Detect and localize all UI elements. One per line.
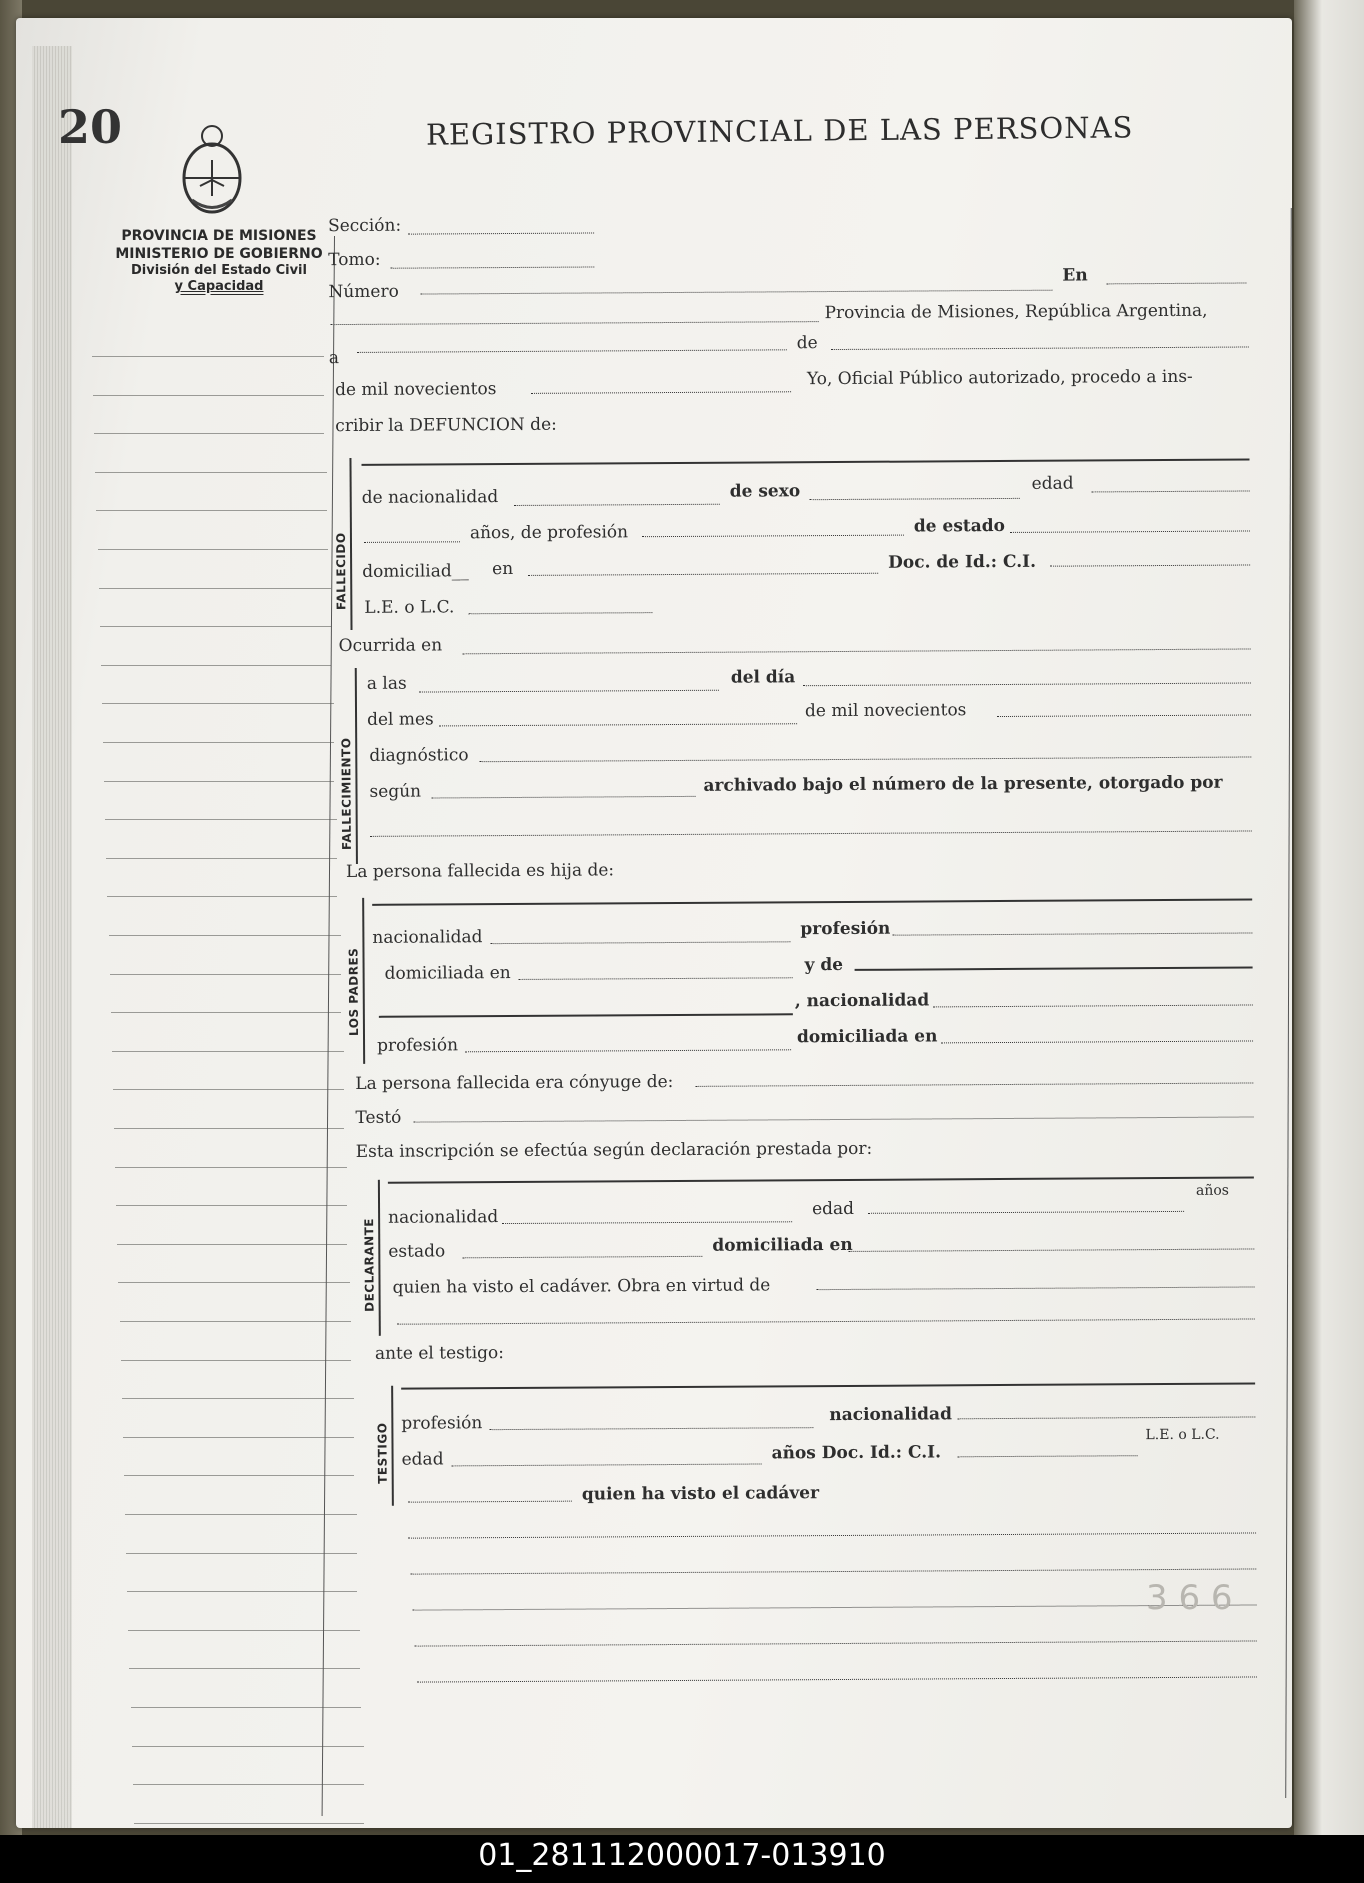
label-tomo: Tomo: [328, 249, 381, 271]
label-profesion-padre: profesión [800, 918, 891, 940]
field-diagnostico[interactable] [479, 756, 1251, 762]
register-page [16, 18, 1292, 1828]
label-y-de: y de [804, 954, 844, 976]
label-nacionalidad-madre: , nacionalidad [794, 990, 930, 1012]
label-seccion: Sección: [327, 215, 402, 237]
label-del-dia: del día [730, 667, 796, 688]
label-archivado: archivado bajo el número de la presente, otorgado por [703, 772, 1223, 796]
field-numero[interactable] [420, 290, 1052, 295]
label-a: a [328, 348, 340, 369]
section-label-testigo: TESTIGO [375, 1422, 390, 1484]
field-nacionalidad-declarante[interactable] [502, 1221, 792, 1224]
field-domicilio-declarante[interactable] [848, 1248, 1254, 1251]
field-anios-fallecido[interactable] [364, 541, 460, 543]
field-testo[interactable] [414, 1116, 1254, 1122]
field-sexo[interactable] [810, 498, 1020, 500]
label-nacionalidad-testigo: nacionalidad [829, 1404, 952, 1426]
field-ocurrida-en[interactable] [463, 648, 1251, 654]
book-edge-right [1294, 0, 1364, 1835]
observation-line[interactable] [413, 1604, 1257, 1610]
label-estado-declarante: estado [388, 1241, 446, 1262]
field-domicilio-fallecido[interactable] [528, 573, 878, 576]
office-province: PROVINCIA DE MISIONES [121, 228, 317, 244]
label-segun: según [369, 781, 422, 802]
padres-bracket [362, 898, 365, 1064]
pencil-annotation: 3 6 6 [1146, 1578, 1233, 1618]
field-obra-en-virtud[interactable] [817, 1286, 1255, 1290]
field-edad-testigo[interactable] [452, 1463, 762, 1466]
field-quien-testigo-pre[interactable] [408, 1501, 572, 1503]
label-edad-declarante: edad [812, 1198, 855, 1220]
field-nombre-madre-cont[interactable] [379, 1013, 793, 1018]
field-nacionalidad-testigo[interactable] [957, 1416, 1255, 1419]
field-obra-en-virtud-cont[interactable] [397, 1318, 1255, 1324]
field-nombre-madre[interactable] [855, 966, 1253, 970]
label-de-sexo: de sexo [729, 481, 801, 502]
field-domicilio-padre[interactable] [519, 977, 793, 980]
field-dia[interactable] [803, 682, 1251, 686]
field-profesion-padre[interactable] [892, 932, 1252, 935]
observation-line[interactable] [408, 1532, 1256, 1538]
field-edad-fallecido[interactable] [1092, 490, 1250, 492]
label-ante-testigo: ante el testigo: [374, 1343, 505, 1364]
label-cribir-defuncion: cribir la DEFUNCION de: [335, 414, 557, 437]
label-anios-declarante: años [1195, 1182, 1229, 1199]
label-domiciliado: domiciliad__ [362, 561, 469, 582]
document-title: REGISTRO PROVINCIAL DE LAS PERSONAS [425, 110, 1134, 152]
field-mes[interactable] [439, 723, 797, 726]
field-seccion[interactable] [408, 232, 594, 234]
label-edad-testigo: edad [401, 1449, 444, 1470]
field-segun[interactable] [432, 796, 696, 799]
section-label-los-padres: LOS PADRES [346, 947, 361, 1037]
label-domiciliada-en-madre: domiciliada en [796, 1026, 938, 1048]
field-conyuge[interactable] [695, 1082, 1253, 1086]
field-estado-declarante[interactable] [462, 1256, 702, 1258]
label-hija-de: La persona fallecida es hija de: [345, 860, 615, 883]
field-en[interactable] [1106, 283, 1246, 285]
office-division: División del Estado Civil [131, 263, 307, 278]
label-provincia: Provincia de Misiones, República Argentina, [824, 300, 1208, 324]
section-label-fallecido: FALLECIDO [333, 532, 349, 611]
declarante-bracket [378, 1180, 381, 1336]
field-profesion-testigo[interactable] [489, 1427, 813, 1430]
label-quien-declarante: quien ha visto el cadáver. Obra en virtud de [392, 1275, 771, 1298]
section-label-fallecimiento: FALLECIMIENTO [339, 737, 354, 851]
field-lugar[interactable] [331, 321, 819, 325]
label-profesion-madre: profesión [376, 1035, 459, 1056]
field-ci-fallecido[interactable] [1050, 564, 1250, 566]
label-nacionalidad-padre: nacionalidad [372, 927, 483, 948]
field-nacionalidad-madre[interactable] [933, 1004, 1253, 1007]
fallecido-bracket [349, 458, 352, 630]
label-testo: Testó [355, 1107, 402, 1128]
label-nacionalidad-declarante: nacionalidad [388, 1207, 499, 1228]
observation-line[interactable] [410, 1568, 1256, 1574]
field-edad-declarante[interactable] [868, 1211, 1184, 1214]
image-caption: 01_281112000017-013910 [478, 1838, 886, 1873]
label-profesion-testigo: profesión [401, 1413, 483, 1434]
label-quien-testigo: quien ha visto el cadáver [581, 1483, 820, 1505]
label-le-lc: L.E. o L.C. [364, 597, 455, 618]
field-domicilio-madre[interactable] [941, 1040, 1253, 1043]
label-le-lc-testigo: L.E. o L.C. [1145, 1426, 1220, 1444]
label-domiciliada-en-declarante: domiciliada en [712, 1234, 853, 1256]
field-profesion-madre[interactable] [465, 1049, 791, 1052]
label-ocurrida-en: Ocurrida en [338, 635, 443, 657]
folio-number: 20 [58, 100, 123, 154]
field-nombre-declarante[interactable] [388, 1176, 1254, 1183]
label-declaracion: Esta inscripción se efectúa según declaración prestada por: [355, 1138, 873, 1162]
field-le-lc-fallecido[interactable] [468, 612, 652, 614]
field-ci-testigo[interactable] [958, 1455, 1138, 1457]
field-estado-fallecido[interactable] [1010, 530, 1250, 532]
label-en-domicilio: en [492, 558, 514, 580]
label-conyuge: La persona fallecida era cónyuge de: [355, 1072, 674, 1094]
field-tomo[interactable] [390, 266, 594, 268]
field-anio[interactable] [531, 391, 791, 394]
office-capacity: y Capacidad [174, 279, 264, 295]
label-doc-id: Doc. de Id.: C.I. [888, 551, 1037, 573]
label-de-mil-novecientos: de mil novecientos [334, 379, 497, 401]
label-a-las: a las [366, 673, 407, 694]
observation-line[interactable] [415, 1640, 1257, 1646]
field-nacionalidad-padre[interactable] [490, 941, 790, 944]
field-de[interactable] [831, 346, 1249, 350]
label-yo-oficial: Yo, Oficial Público autorizado, procedo a ins- [806, 366, 1193, 390]
label-en: En [1062, 265, 1088, 286]
section-label-declarante: DECLARANTE [362, 1217, 377, 1312]
fallecimiento-bracket [355, 668, 358, 864]
field-nombre-padre[interactable] [372, 898, 1252, 905]
testigo-bracket [391, 1386, 394, 1506]
label-domiciliada-en-padre: domiciliada en [384, 963, 511, 984]
label-de-mil-novecientos-fallec: de mil novecientos [804, 700, 967, 722]
observations-area [16, 18, 1291, 20]
field-a[interactable] [357, 349, 787, 353]
label-edad-fallecido: edad [1031, 473, 1074, 494]
office-ministry: MINISTERIO DE GOBIERNO [115, 245, 323, 262]
field-hora[interactable] [419, 690, 719, 693]
label-diagnostico: diagnóstico [369, 745, 469, 766]
death-record-form [16, 18, 1292, 1828]
label-numero: Número [328, 281, 399, 303]
field-nombre-fallecido[interactable] [362, 458, 1250, 465]
field-otorgado-por[interactable] [370, 830, 1252, 836]
label-del-mes: del mes [367, 709, 434, 730]
label-de-estado: de estado [913, 515, 1006, 537]
label-anios-profesion: años, de profesión [469, 522, 629, 544]
field-anio-fallec[interactable] [997, 714, 1251, 717]
field-profesion-fallecido[interactable] [642, 535, 904, 538]
field-nacionalidad-fallecido[interactable] [514, 504, 720, 506]
field-nombre-testigo[interactable] [401, 1382, 1255, 1389]
label-anios-doc-testigo: años Doc. Id.: C.I. [771, 1442, 942, 1464]
label-de-nacionalidad: de nacionalidad [361, 487, 499, 508]
label-de: de [796, 333, 818, 354]
observation-line[interactable] [417, 1676, 1257, 1682]
